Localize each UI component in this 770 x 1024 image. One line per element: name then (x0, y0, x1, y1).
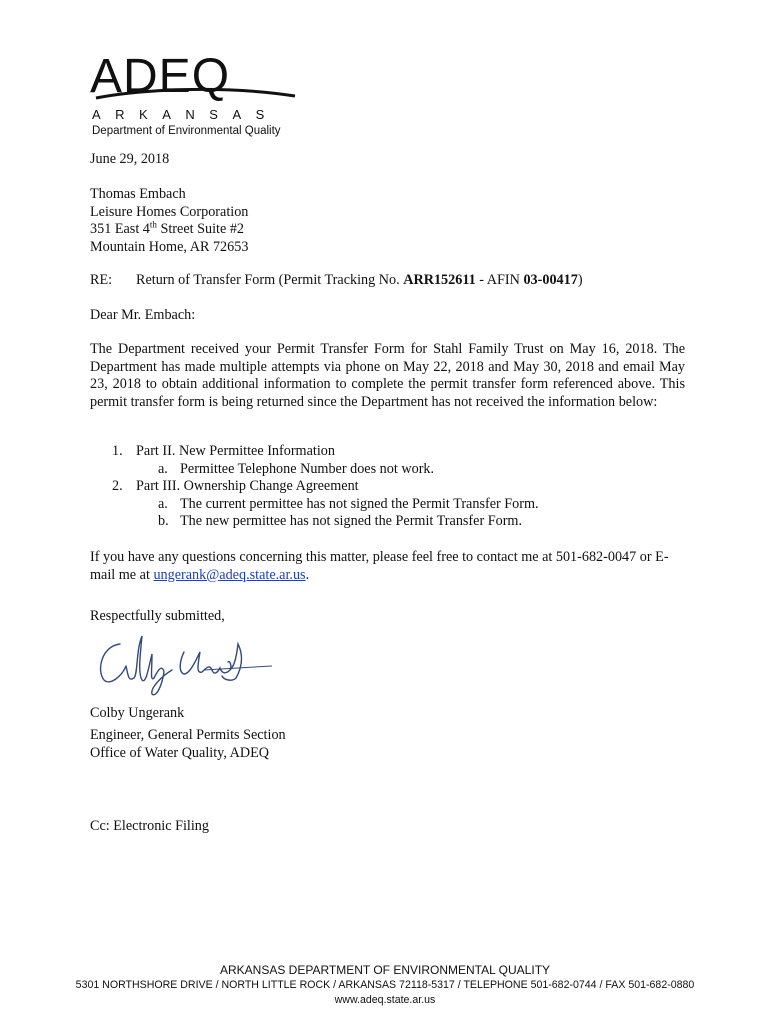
footer-website: www.adeq.state.ar.us (334, 994, 436, 1006)
re-text: Return of Transfer Form (Permit Tracking No. (136, 272, 404, 288)
list-number: 2. (112, 478, 123, 494)
logo-department: Department of Environmental Quality (92, 125, 281, 137)
re-text: ) (577, 272, 583, 288)
logo-wordmark: ADEQ (90, 50, 231, 103)
recipient-company: Leisure Homes Corporation (90, 203, 249, 220)
logo-state: ARKANSAS (92, 107, 279, 122)
letter-date: June 29, 2018 (90, 151, 170, 167)
sub-letter: a. (158, 460, 168, 477)
afin-number: 03-00417 (523, 272, 578, 288)
re-label: RE: (90, 272, 113, 288)
sub-list-item (90, 513, 685, 531)
salutation: Dear Mr. Embach: (90, 307, 196, 323)
sub-list-item (90, 496, 685, 514)
sub-letter: a. (158, 495, 168, 512)
sub-text: The new permittee has not signed the Permit Transfer Form. (180, 513, 523, 529)
body-paragraph: The Department received your Permit Transfer Form for Stahl Family Trust on May 16, 2018. The Department has made multiple attempts via phone on May 22, 2018 and May 30, 2018 and email May 23, 2018 to obtain additional information to complete the permit transfer form referenced above. This permit transfer form is being returned since the Department has not received the information below: (90, 341, 685, 410)
missing-info-list (90, 443, 685, 531)
email-link[interactable]: ungerank@adeq.state.ar.us (153, 566, 306, 583)
signer-name: Colby Ungerank (90, 705, 185, 721)
signer-office: Office of Water Quality, ADEQ (90, 744, 270, 761)
list-item (90, 478, 685, 496)
sub-text: The current permittee has not signed the Permit Transfer Form. (180, 495, 539, 512)
contact-paragraph (90, 549, 685, 584)
contact-text: . (305, 566, 310, 583)
footer-agency: ARKANSAS DEPARTMENT OF ENVIRONMENTAL QUALITY (219, 963, 551, 977)
recipient-city: Mountain Home, AR 72653 (90, 238, 249, 255)
list-text: Part II. New Permittee Information (136, 443, 335, 459)
list-number: 1. (112, 443, 123, 459)
adeq-logo (90, 50, 300, 140)
cc-line: Cc: Electronic Filing (90, 818, 209, 834)
list-item (90, 443, 685, 461)
sub-text: Permittee Telephone Number does not work. (180, 460, 435, 477)
letter-footer (0, 963, 770, 1007)
street-part: Street Suite #2 (156, 221, 245, 237)
recipient-address (90, 186, 685, 256)
closing: Respectfully submitted, (90, 608, 225, 624)
signer-title: Engineer, General Permits Section (90, 727, 286, 743)
handwritten-signature (92, 630, 274, 700)
recipient-street (90, 221, 685, 239)
tracking-number: ARR152611 (403, 272, 476, 288)
street-suffix: th (149, 219, 157, 230)
signer-details (90, 727, 685, 762)
street-part: 351 East 4 (90, 221, 150, 237)
sub-list-item (90, 461, 685, 479)
contact-text: If you have any questions concerning this matter, please feel free to contact me at 501-682-0047 or E-mail me at (90, 549, 669, 583)
re-line (90, 272, 685, 290)
footer-address: 5301 NORTHSHORE DRIVE / NORTH LITTLE ROCK / ARKANSAS 72118-5317 / TELEPHONE 501-682-0744 / FAX 501-682-0880 (75, 979, 695, 991)
re-text: - AFIN (475, 272, 524, 288)
list-text: Part III. Ownership Change Agreement (136, 478, 359, 494)
sub-letter: b. (158, 513, 169, 529)
recipient-name: Thomas Embach (90, 186, 186, 202)
